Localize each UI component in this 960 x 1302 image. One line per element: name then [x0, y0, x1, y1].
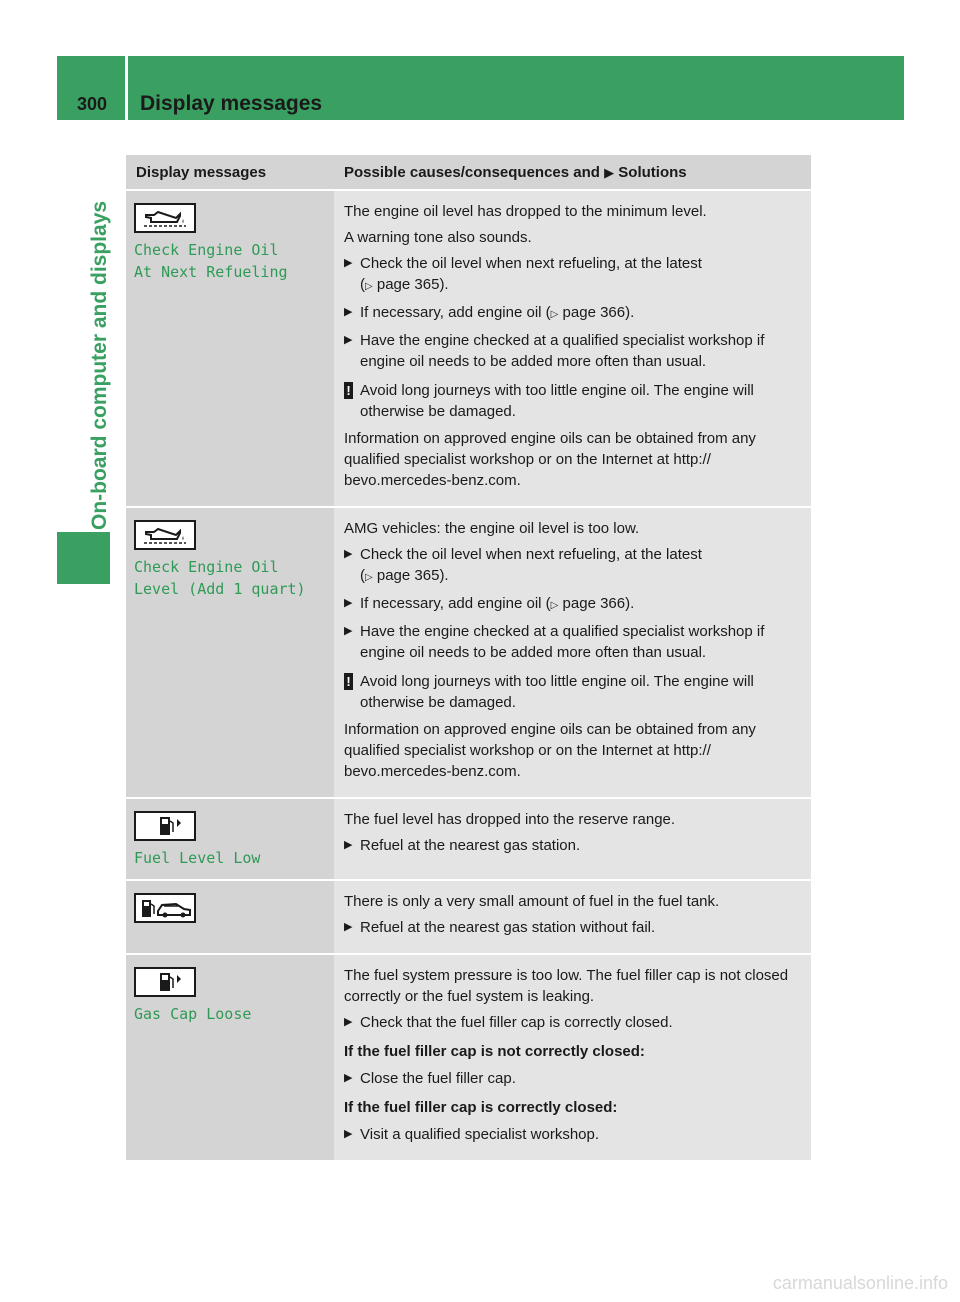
step-arrow-icon: ▶: [344, 257, 353, 269]
step-arrow-icon: ▶: [344, 334, 353, 346]
fuel-pump-car-icon: [134, 893, 196, 923]
warning-text: Avoid long journeys with too little engine oil. The engine will otherwise be damaged.: [360, 382, 754, 420]
column-header-solutions-text: Solutions: [618, 163, 687, 181]
solution-step: [344, 1012, 805, 1033]
display-message-cell: [126, 954, 334, 1161]
page-reference: page 366).: [562, 304, 635, 321]
step-arrow-icon: ▶: [344, 548, 353, 560]
fuel-pump-icon: [134, 967, 196, 997]
solutions-cell: [334, 880, 811, 954]
column-header-display-messages: Display messages: [126, 155, 334, 190]
display-message-cell: [126, 190, 334, 507]
step-arrow-icon: ▶: [344, 597, 353, 609]
solutions-cell: [334, 798, 811, 880]
page-reference: page 365).: [376, 276, 449, 293]
solution-step: [344, 330, 805, 372]
warning-note: [344, 671, 805, 713]
step-arrow-icon: ▶: [344, 921, 353, 933]
condition-heading: If the fuel filler cap is correctly closed:: [344, 1099, 618, 1116]
solutions-cell: [334, 190, 811, 507]
solution-step: [344, 917, 805, 938]
arrow-right-icon: ▶: [604, 164, 615, 180]
info-text: Information on approved engine oils can be obtained from any qualified specialist workshop or on the Internet at http:// bevo.mercedes-benz.com.: [344, 721, 756, 780]
oil-can-icon: [134, 520, 196, 550]
page-reference: page 366).: [562, 595, 635, 612]
solution-step: [344, 1124, 805, 1145]
fuel-pump-icon: [134, 811, 196, 841]
solution-step-text: Check that the fuel filler cap is correctly closed.: [360, 1014, 673, 1031]
page-number: 300: [77, 94, 108, 114]
solution-step-text: Check the oil level when next refueling, at the latest: [360, 255, 702, 272]
display-message-cell: [126, 798, 334, 880]
solution-step-text: Close the fuel filler cap.: [360, 1070, 516, 1087]
display-message-text: Fuel Level Low: [134, 849, 261, 867]
column-header-causes: [334, 155, 811, 190]
solutions-cell: [334, 507, 811, 798]
solution-step-text: If necessary, add engine oil (: [360, 304, 551, 321]
solution-step-text: Refuel at the nearest gas station without fail.: [360, 919, 656, 936]
side-tab-marker: [57, 532, 110, 584]
solution-step: [344, 621, 805, 663]
oil-can-icon: [134, 203, 196, 233]
table-row: [126, 798, 811, 880]
solution-step: [344, 1068, 805, 1089]
side-tab-label: On-board computer and displays: [88, 200, 111, 530]
solution-step-text: Check the oil level when next refueling, at the latest: [360, 546, 702, 563]
condition-heading: If the fuel filler cap is not correctly closed:: [344, 1043, 645, 1060]
solution-step-text: Refuel at the nearest gas station.: [360, 837, 581, 854]
page-title: Display messages: [140, 92, 323, 115]
display-messages-table: [126, 155, 811, 1162]
solution-step-text: Have the engine checked at a qualified specialist workshop if engine oil needs to be added more often than usual.: [360, 623, 765, 661]
table-row: [126, 954, 811, 1161]
display-message-text: Check Engine Oil Level (Add 1 quart): [134, 558, 306, 598]
table-header-row: [126, 155, 811, 190]
page-ref-icon: ▷: [550, 309, 559, 320]
info-text: Information on approved engine oils can be obtained from any qualified specialist workshop or on the Internet at http:// bevo.mercedes-benz.com.: [344, 430, 756, 489]
display-message-cell: [126, 507, 334, 798]
solution-step: ▶ Check the oil level when next refueling, at the latest (▷ page 365).: [344, 546, 702, 584]
display-message-cell: [126, 880, 334, 954]
display-message-text: Gas Cap Loose: [134, 1005, 252, 1023]
display-message-text: Check Engine Oil At Next Refueling: [134, 241, 288, 281]
warning-note: [344, 380, 805, 422]
solution-step: [344, 593, 805, 616]
description-text: The engine oil level has dropped to the minimum level.: [344, 203, 707, 220]
watermark: carmanualsonline.info: [772, 1273, 948, 1293]
header-divider: [125, 56, 128, 120]
warning-icon: !: [344, 673, 353, 690]
step-arrow-icon: ▶: [344, 1016, 353, 1028]
description-text: The fuel system pressure is too low. The fuel filler cap is not closed correctly or the fuel system is leaking.: [344, 967, 789, 1005]
description-text: AMG vehicles: the engine oil level is too low.: [344, 520, 640, 537]
description-text: There is only a very small amount of fuel in the fuel tank.: [344, 893, 720, 910]
solution-step-text: Visit a qualified specialist workshop.: [360, 1126, 600, 1143]
solutions-cell: [334, 954, 811, 1161]
step-arrow-icon: ▶: [344, 306, 353, 318]
page-ref-icon: ▷: [365, 572, 373, 583]
table-row: [126, 507, 811, 798]
description-text: The fuel level has dropped into the reserve range.: [344, 811, 676, 828]
table-row: [126, 880, 811, 954]
solution-step: [344, 302, 805, 325]
warning-text: Avoid long journeys with too little engine oil. The engine will otherwise be damaged.: [360, 673, 754, 711]
solution-step: [344, 835, 805, 856]
table-row: [126, 190, 811, 507]
solution-step: ▶ Check the oil level when next refueling, at the latest (▷ page 365).: [344, 255, 702, 293]
step-arrow-icon: ▶: [344, 625, 353, 637]
solution-step-text: Have the engine checked at a qualified specialist workshop if engine oil needs to be added more often than usual.: [360, 332, 765, 370]
description-text: A warning tone also sounds.: [344, 229, 532, 246]
step-arrow-icon: ▶: [344, 1128, 353, 1140]
step-arrow-icon: ▶: [344, 1072, 353, 1084]
step-arrow-icon: ▶: [344, 839, 353, 851]
page-reference: page 365).: [376, 567, 449, 584]
column-header-causes-text: Possible causes/consequences and: [344, 163, 600, 181]
page-ref-icon: ▷: [365, 281, 373, 292]
warning-icon: !: [344, 382, 353, 399]
solution-step-text: If necessary, add engine oil (: [360, 595, 551, 612]
page-ref-icon: ▷: [550, 600, 559, 611]
